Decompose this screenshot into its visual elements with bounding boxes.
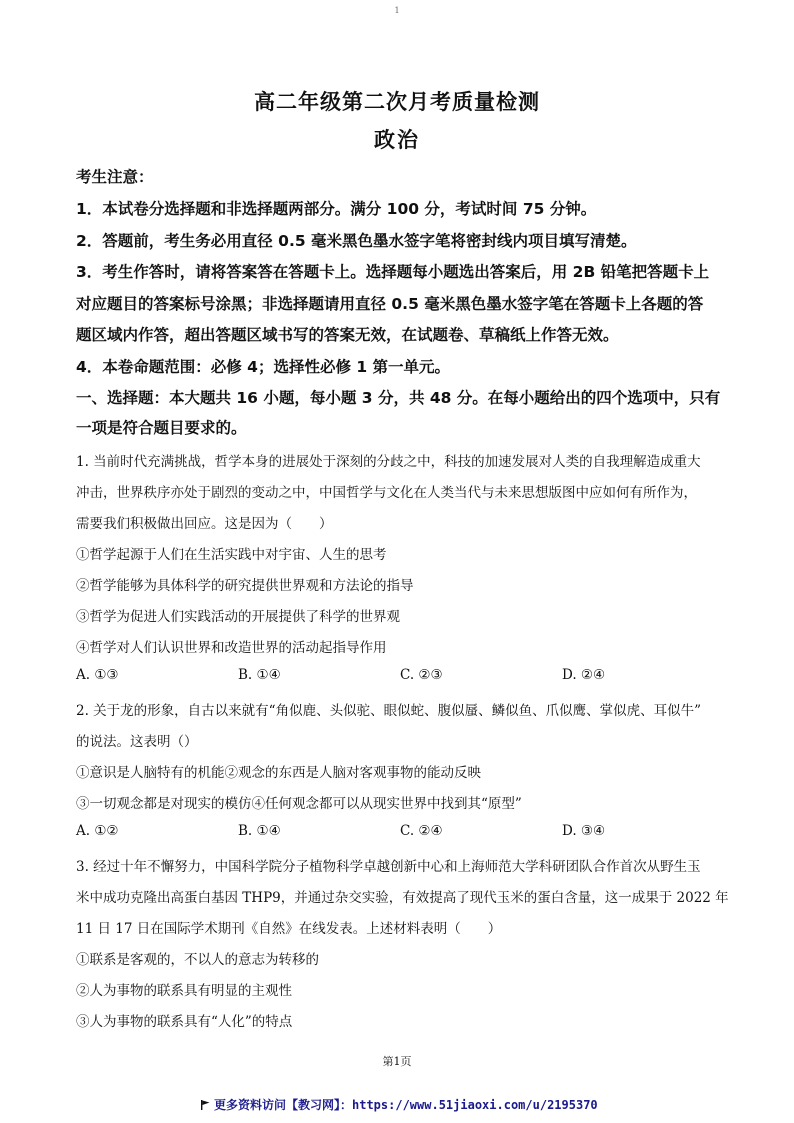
q1-option-c[interactable]: C. ②③: [400, 667, 443, 683]
q2-stem-line-1: 2. 关于龙的形象，自古以来就有“角似鹿、头似驼、眼似蛇、腹似蜃、鳞似鱼、爪似鹰、掌似虎、耳似牛”: [76, 703, 701, 719]
q1-option-b[interactable]: B. ①④: [238, 667, 281, 683]
q3-statement-3: ③人为事物的联系具有“人化”的特点: [76, 1014, 293, 1030]
q1-statement-2: ②哲学能够为具体科学的研究提供世界观和方法论的指导: [76, 578, 414, 594]
notice-line-5: 题区域内作答，超出答题区域书写的答案无效，在试题卷、草稿纸上作答无效。: [76, 326, 619, 344]
q1-stem-line-3: 需要我们积极做出回应。这是因为（ ）: [76, 516, 333, 532]
q3-statement-2: ②人为事物的联系具有明显的主观性: [76, 983, 292, 999]
notice-heading: 考生注意：: [76, 168, 154, 186]
notice-line-2: 2．答题前，考生务必用直径 0.5 毫米黑色墨水签字笔将密封线内项目填写清楚。: [76, 232, 637, 250]
q1-option-d[interactable]: D. ②④: [562, 667, 606, 683]
q2-stem-line-2: 的说法。这表明（）: [76, 734, 198, 750]
q2-option-d[interactable]: D. ③④: [562, 823, 606, 839]
resource-link[interactable]: [200, 1096, 598, 1113]
q2-option-c[interactable]: C. ②④: [400, 823, 443, 839]
notice-line-4: 对应题目的答案标号涂黑；非选择题请用直径 0.5 毫米黑色墨水签字笔在答题卡上各题的答: [76, 295, 704, 313]
q2-statements-1: ①意识是人脑特有的机能②观念的东西是人脑对客观事物的能动反映: [76, 765, 481, 781]
q3-stem-line-2: 米中成功克隆出高蛋白基因 THP9，并通过杂交实验，有效提高了现代玉米的蛋白含量，这一成果于 2022 年: [76, 890, 729, 906]
exam-subject: 政治: [374, 128, 420, 152]
exam-title: 高二年级第二次月考质量检测: [254, 90, 540, 114]
notice-line-1: 1．本试卷分选择题和非选择题两部分。满分 100 分，考试时间 75 分钟。: [76, 200, 597, 218]
notice-line-6: 4．本卷命题范围：必修 4；选择性必修 1 第一单元。: [76, 358, 451, 376]
page-number: 第1页: [382, 1055, 412, 1068]
q1-option-a[interactable]: A. ①③: [76, 667, 119, 683]
q3-statement-1: ①联系是客观的，不以人的意志为转移的: [76, 952, 319, 968]
q3-stem-line-3: 11 日 17 日在国际学术期刊《自然》在线发表。上述材料表明（ ）: [76, 921, 502, 937]
q2-statements-2: ③一切观念都是对现实的模仿④任何观念都可以从现实世界中找到其“原型”: [76, 796, 522, 812]
q2-option-a[interactable]: A. ①②: [76, 823, 119, 839]
q1-stem-line-2: 冲击，世界秩序亦处于剧烈的变动之中，中国哲学与文化在人类当代与未来思想版图中应如何有所作为，: [76, 485, 697, 501]
q1-statement-3: ③哲学为促进人们实践活动的开展提供了科学的世界观: [76, 609, 400, 625]
q2-option-b[interactable]: B. ①④: [238, 823, 281, 839]
flag-icon: [200, 1100, 210, 1110]
q1-stem-line-1: 1. 当前时代充满挑战，哲学本身的进展处于深刻的分歧之中，科技的加速发展对人类的自我理解造成重大: [76, 454, 701, 470]
q1-statement-1: ①哲学起源于人们在生活实践中对宇宙、人生的思考: [76, 547, 387, 563]
notice-line-3: 3．考生作答时，请将答案答在答题卡上。选择题每小题选出答案后，用 2B 铅笔把答题卡上: [76, 263, 710, 281]
q1-statement-4: ④哲学对人们认识世界和改造世界的活动起指导作用: [76, 640, 387, 656]
top-mark: 1: [394, 6, 400, 15]
section-heading-line-2: 一项是符合题目要求的。: [76, 419, 247, 437]
resource-link-text[interactable]: 更多资料访问【教习网】：https://www.51jiaoxi.com/u/2195370: [214, 1098, 598, 1112]
section-heading-line-1: 一、选择题：本大题共 16 小题，每小题 3 分，共 48 分。在每小题给出的四个选项中，只有: [76, 389, 721, 407]
q3-stem-line-1: 3. 经过十年不懈努力，中国科学院分子植物科学卓越创新中心和上海师范大学科研团队合作首次从野生玉: [76, 859, 701, 875]
